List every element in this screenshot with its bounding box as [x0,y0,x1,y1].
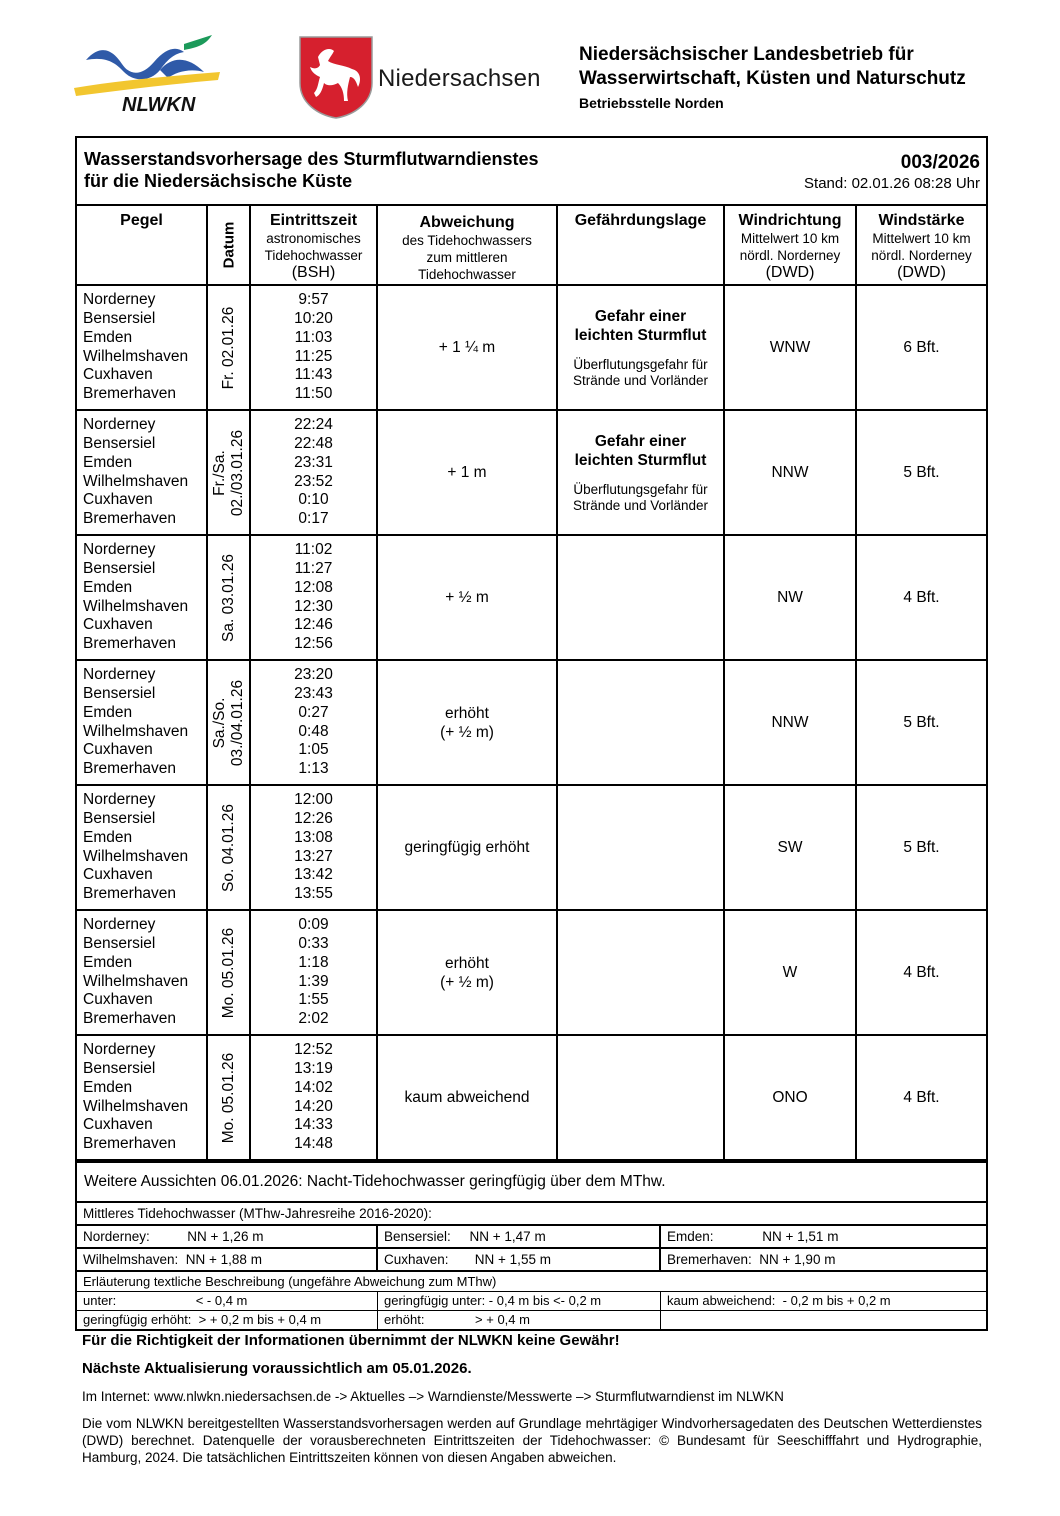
mthw-wilhelmshaven: Wilhelmshaven: NN + 1,88 m [77,1249,378,1270]
explanation-geringfuegig-erhoeht: geringfügig erhöht: > + 0,2 m bis + 0,4 m [77,1311,378,1329]
station-name: Bensersiel [83,684,156,702]
wind-direction-cell: NNW [724,410,856,535]
wind-force-cell: 4 Bft. [856,910,986,1035]
page-header [0,0,1060,130]
wind-direction-cell: WNW [724,285,856,410]
station-name: Emden [83,453,133,471]
tide-time: 23:52 [294,472,333,490]
column-header-windrichtung: Windrichtung Mittelwert 10 km nördl. Norderney (DWD) [724,206,856,285]
forecast-row [77,410,986,535]
station-name: Norderney [83,916,156,934]
station-name: Emden [83,578,133,596]
station-name: Wilhelmshaven [83,472,189,490]
tide-time: 12:08 [294,578,333,596]
tide-time: 11:25 [294,347,333,365]
forecast-row [77,535,986,660]
tide-time: 1:05 [298,741,329,759]
forecast-table-body [77,285,986,1160]
data-source-note: Die vom NLWKN bereitgestellten Wasserstandsvorhersagen werden auf Grundlage mehrtägiger Windvorhersagedaten des Deutschen Wetterdienstes (DWD) berechnet. Datenquelle der vorausberechneten Eintrittszeiten der Tidehochwasser: © Bundesamt für Seeschifffahrt und Hydrographie, Hamburg, 2024. Die tatsächlichen Eintrittszeiten können von diesen Angaben abweichen. [82,1416,982,1465]
station-name: Wilhelmshaven [83,972,189,990]
date-cell [207,1035,250,1160]
nlwkn-logo [72,32,222,114]
explanation-empty [661,1311,986,1329]
tide-time: 1:13 [298,760,329,778]
svg-text:NLWKN: NLWKN [122,94,196,114]
station-name: Cuxhaven [83,866,153,884]
date-cell [207,660,250,785]
station-name: Norderney [83,791,156,809]
tide-time: 12:26 [294,809,333,827]
tide-time: 0:10 [298,491,329,509]
station-name: Bensersiel [83,934,156,952]
station-name: Bremerhaven [83,1135,177,1153]
forecast-table [77,206,986,1161]
station-name: Bremerhaven [83,885,177,903]
deviation-cell: erhöht (+ ½ m) [377,660,557,785]
forecast-document [75,136,988,1331]
organization-name [579,43,966,111]
date-cell [207,285,250,410]
tide-time: 11:43 [294,366,333,384]
explanation-unter: unter: < - 0,4 m [77,1292,378,1310]
niedersachsen-logo [298,35,543,120]
date-label: Mo. 05.01.26 [219,927,237,1018]
tide-time: 12:00 [294,791,333,809]
wind-direction-cell: ONO [724,1035,856,1160]
explanation-row-1 [77,1291,986,1310]
tide-time-cell [250,910,377,1035]
pegel-cell [77,785,207,910]
report-title [84,148,538,192]
pegel-cell [77,285,207,410]
tide-time: 10:20 [294,309,333,327]
explanation-erhoeht: erhöht: > + 0,4 m [378,1311,661,1329]
tide-time-cell [250,410,377,535]
pegel-cell [77,660,207,785]
tide-time: 22:24 [294,416,333,434]
org-branch: Betriebsstelle Norden [579,95,724,111]
tide-time: 14:20 [294,1097,333,1115]
station-name: Bensersiel [83,809,156,827]
tide-time: 14:48 [294,1135,333,1153]
station-name: Bensersiel [83,434,156,452]
station-name: Emden [83,703,133,721]
column-header-eintrittszeit: Eintrittszeit astronomisches Tidehochwasser (BSH) [250,206,377,285]
explanation-geringfuegig-unter: geringfügig unter: - 0,4 m bis <- 0,2 m [378,1292,661,1310]
date-label: Fr./Sa. 02./03.01.26 [210,429,246,516]
date-label: Mo. 05.01.26 [219,1052,237,1143]
wind-direction-cell: NNW [724,660,856,785]
hazard-cell: Gefahr einer leichten Sturmflut Überflutungsgefahr für Strände und Vorländer [557,410,724,535]
tide-time: 0:33 [298,934,329,952]
station-name: Wilhelmshaven [83,847,189,865]
pegel-cell [77,410,207,535]
wind-force-cell: 4 Bft. [856,1035,986,1160]
nlwkn-wave-icon [72,32,222,114]
tide-time: 12:46 [294,616,333,634]
tide-time: 11:03 [294,328,333,346]
wind-direction-cell: SW [724,785,856,910]
station-name: Wilhelmshaven [83,722,189,740]
station-name: Norderney [83,291,156,309]
station-name: Bremerhaven [83,760,177,778]
tide-time-cell [250,535,377,660]
station-name: Norderney [83,666,156,684]
pegel-cell [77,535,207,660]
tide-time: 23:31 [294,453,333,471]
report-title-line-2: für die Niedersächsische Küste [84,171,353,191]
station-name: Wilhelmshaven [83,1097,189,1115]
further-outlook: Weitere Aussichten 06.01.2026: Nacht-Tidehochwasser geringfügig über dem MThw. [77,1161,986,1201]
station-name: Norderney [83,416,156,434]
column-header-pegel: Pegel [77,206,207,285]
date-cell [207,410,250,535]
explanation-title: Erläuterung textliche Beschreibung (ungefähre Abweichung zum MThw) [77,1270,986,1291]
station-name: Bremerhaven [83,510,177,528]
station-name: Emden [83,1078,133,1096]
org-line-1: Niedersächsischer Landesbetrieb für [579,44,914,65]
hazard-cell [557,660,724,785]
tide-time: 1:39 [298,972,329,990]
wind-force-cell: 5 Bft. [856,410,986,535]
report-number: 003/2026 [900,152,980,173]
station-name: Emden [83,828,133,846]
report-meta [804,152,980,194]
date-cell [207,535,250,660]
explanation-row-2 [77,1310,986,1329]
station-name: Bensersiel [83,1059,156,1077]
deviation-cell: kaum abweichend [377,1035,557,1160]
tide-time: 23:20 [294,666,333,684]
station-name: Bremerhaven [83,385,177,403]
tide-time: 0:48 [298,722,329,740]
station-name: Cuxhaven [83,616,153,634]
tide-time: 13:42 [294,866,333,884]
mthw-title: Mittleres Tidehochwasser (MThw-Jahresreihe 2016-2020): [77,1201,986,1224]
tide-time: 1:55 [298,991,329,1009]
station-name: Bensersiel [83,309,156,327]
deviation-cell: + 1 ¼ m [377,285,557,410]
tide-time: 0:09 [298,916,329,934]
pegel-cell [77,1035,207,1160]
date-cell [207,785,250,910]
mthw-row-2 [77,1247,986,1270]
mthw-cuxhaven: Cuxhaven: NN + 1,55 m [378,1249,661,1270]
column-header-abweichung: Abweichung des Tidehochwassers zum mittleren Tidehochwasser [377,206,557,285]
tide-time: 11:27 [294,559,333,577]
deviation-cell: + 1 m [377,410,557,535]
station-name: Norderney [83,1041,156,1059]
station-name: Cuxhaven [83,991,153,1009]
forecast-row [77,285,986,410]
column-header-datum: Datum [207,206,250,285]
wind-force-cell: 4 Bft. [856,535,986,660]
wind-direction-cell: W [724,910,856,1035]
next-update-note: Nächste Aktualisierung voraussichtlich am 05.01.2026. [82,1360,472,1377]
tide-time: 0:27 [298,703,329,721]
tide-time: 13:19 [294,1059,333,1077]
date-label: Sa./So. 03./04.01.26 [210,679,246,766]
forecast-row [77,1035,986,1160]
hazard-cell: Gefahr einer leichten Sturmflut Überflutungsgefahr für Strände und Vorländer [557,285,724,410]
mthw-norderney: Norderney: NN + 1,26 m [77,1226,378,1247]
footer-notes [82,1332,982,1466]
column-header-windstaerke: Windstärke Mittelwert 10 km nördl. Norderney (DWD) [856,206,986,285]
station-name: Bensersiel [83,559,156,577]
station-name: Cuxhaven [83,1116,153,1134]
hazard-cell [557,785,724,910]
station-name: Cuxhaven [83,741,153,759]
tide-time: 9:57 [298,291,329,309]
tide-time: 13:55 [294,885,333,903]
deviation-cell: + ½ m [377,535,557,660]
forecast-row [77,660,986,785]
table-header-row [77,206,986,285]
station-name: Cuxhaven [83,366,153,384]
tide-time: 0:17 [298,510,329,528]
tide-time: 12:30 [294,597,333,615]
mthw-bremerhaven: Bremerhaven: NN + 1,90 m [667,1252,836,1267]
station-name: Cuxhaven [83,491,153,509]
tide-time: 13:08 [294,828,333,846]
wind-direction-cell: NW [724,535,856,660]
tide-time: 11:02 [294,541,333,559]
tide-time: 2:02 [298,1010,329,1028]
hazard-cell [557,910,724,1035]
tide-time-cell [250,660,377,785]
date-label: Fr. 02.01.26 [219,306,237,389]
pegel-cell [77,910,207,1035]
station-name: Wilhelmshaven [83,597,189,615]
tide-time: 23:43 [294,684,333,702]
hazard-cell [557,535,724,660]
date-cell [207,910,250,1035]
tide-time-cell [250,285,377,410]
horse-shield-icon [298,35,374,119]
tide-time: 22:48 [294,434,333,452]
deviation-cell: erhöht (+ ½ m) [377,910,557,1035]
tide-time: 12:56 [294,635,333,653]
wind-force-cell: 5 Bft. [856,785,986,910]
station-name: Norderney [83,541,156,559]
mthw-emden: Emden: NN + 1,51 m [667,1229,839,1244]
tide-time: 1:18 [298,953,329,971]
tide-time: 11:50 [294,385,333,403]
tide-time: 14:33 [294,1116,333,1134]
mthw-row-1 [77,1224,986,1247]
tide-time: 12:52 [294,1041,333,1059]
report-timestamp: Stand: 02.01.26 08:28 Uhr [804,175,980,192]
forecast-row [77,910,986,1035]
wind-force-cell: 5 Bft. [856,660,986,785]
deviation-cell: geringfügig erhöht [377,785,557,910]
report-title-line-1: Wasserstandsvorhersage des Sturmflutwarndienstes [84,149,539,169]
forecast-row [77,785,986,910]
hazard-cell [557,1035,724,1160]
tide-time: 14:02 [294,1078,333,1096]
station-name: Wilhelmshaven [83,347,189,365]
mthw-bensersiel: Bensersiel: NN + 1,47 m [378,1226,661,1247]
report-title-box [77,138,986,206]
explanation-kaum-abweichend: kaum abweichend: - 0,2 m bis + 0,2 m [667,1293,891,1308]
station-name: Bremerhaven [83,635,177,653]
station-name: Emden [83,328,133,346]
tide-time-cell [250,785,377,910]
wind-force-cell: 6 Bft. [856,285,986,410]
station-name: Bremerhaven [83,1010,177,1028]
date-label: Sa. 03.01.26 [219,553,237,642]
org-line-2: Wasserwirtschaft, Küsten und Naturschutz [579,68,966,89]
tide-time: 13:27 [294,847,333,865]
liability-disclaimer: Für die Richtigkeit der Informationen übernimmt der NLWKN keine Gewähr! [82,1332,620,1349]
column-header-gefaehrdungslage: Gefährdungslage [557,206,724,285]
tide-time-cell [250,1035,377,1160]
internet-link-note[interactable]: Im Internet: www.nlwkn.niedersachsen.de -> Aktuelles –> Warndienste/Messwerte –> Sturmflutwarndienst im NLWKN [82,1389,784,1404]
station-name: Emden [83,953,133,971]
date-label: So. 04.01.26 [219,803,237,892]
niedersachsen-wordmark: Niedersachsen [378,65,541,92]
